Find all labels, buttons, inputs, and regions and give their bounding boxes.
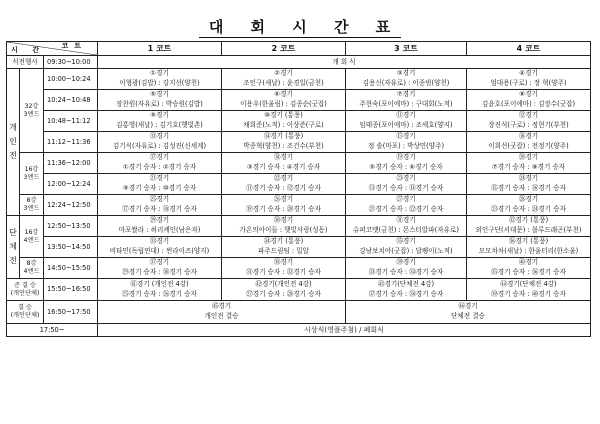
group-team: 단 체 전 — [7, 216, 20, 279]
opening-row — [7, 56, 591, 69]
match-cell: ㉙경기 마포쌀라 : 허리케인(남은자) — [98, 216, 222, 237]
court-header-4: 4 코트 — [467, 42, 591, 56]
match-cell: ⑳경기 ⑦경기 승자 : ⑧경기 승자 — [467, 153, 591, 174]
match-cell: ㉚경기 가온의아이들 : 햇빛사랑(성동) — [222, 216, 346, 237]
match-cell: ⑥경기 이용우(한울림) : 김종순(굿잡) — [222, 90, 346, 111]
match-cell: ⑪경기 임태종(포이에마) : 조세호(양지) — [346, 111, 467, 132]
opening-label: 식전행사 — [7, 56, 44, 69]
group-r16: 16강 3엔드 — [20, 153, 44, 195]
row-time: 14:50~15:50 — [44, 258, 98, 279]
table-row — [7, 132, 591, 153]
table-row — [7, 279, 591, 301]
match-cell: ⑰경기 ①경기 승자 : ②경기 승자 — [98, 153, 222, 174]
match-cell: ⑫경기 장진석(구로) : 정현기(부천) — [467, 111, 591, 132]
table-row — [7, 174, 591, 195]
final-individual-cell: ㊺경기 개인전 결승 — [98, 301, 346, 324]
match-cell: ④경기 엄대용(구로) : 장 혁(양주) — [467, 69, 591, 90]
court-header-1: 1 코트 — [98, 42, 222, 56]
corner-cell — [7, 42, 98, 56]
table-row — [7, 237, 591, 258]
match-cell: ㊹경기(단체전 4강) ㊴경기 승자 : ㊵경기 승자 — [467, 279, 591, 301]
match-cell: ⑮경기 정 솔(마포) : 박상민(양주) — [346, 132, 467, 153]
match-cell: ㊳경기 ㉛경기 승자 : ㉜경기 승자 — [222, 258, 346, 279]
schedule-table — [6, 41, 591, 337]
match-cell: ㉟경기 강남보치아(굿잡) : 달팽이(노적) — [346, 237, 467, 258]
match-cell: ⑬경기 김기식(자유로) : 김성진(신세계) — [98, 132, 222, 153]
page-title: 대 회 시 간 표 — [0, 16, 600, 37]
row-time: 10:48~11:12 — [44, 111, 98, 132]
table-row — [7, 195, 591, 216]
match-cell: ㉛경기 슈퍼코맷(금천) : 몬스터알파(자유로) — [346, 216, 467, 237]
match-cell: ①경기 이형광(김밥) : 강지선(양천) — [98, 69, 222, 90]
match-cell: ㉗경기 ㉑경기 승자 : ㉒경기 승자 — [346, 195, 467, 216]
row-time: 16:50~17:50 — [44, 301, 98, 324]
group-semi: 준 결 승 (개인단체) — [7, 279, 44, 301]
closing-content: 시상식(영플주첨) / 폐회식 — [98, 324, 591, 337]
match-cell: ㉑경기 ⑨경기 승자 : ⑩경기 승자 — [98, 174, 222, 195]
match-cell: ㊱경기 (통풍) 모모차차(새날) : 한울터리(한소울) — [467, 237, 591, 258]
opening-time: 09:30~10:00 — [44, 56, 98, 69]
header-row — [7, 42, 591, 56]
match-cell: ⑨경기 김홍영(새날) : 김기호(햇빛촌) — [98, 111, 222, 132]
row-time: 12:00~12:24 — [44, 174, 98, 195]
court-header-2: 2 코트 — [222, 42, 346, 56]
group-t16: 16강 4엔드 — [20, 216, 44, 258]
row-time: 12:24~12:50 — [44, 195, 98, 216]
row-time: 12:50~13:50 — [44, 216, 98, 237]
match-cell: ⑤경기 장찬원(자유로) : 박승원(김밥) — [98, 90, 222, 111]
group-r32: 32강 3엔드 — [20, 69, 44, 153]
match-cell: ⑭경기 (통풍) 박종혁(양천) : 조건수(부천) — [222, 132, 346, 153]
match-cell: ㊶경기 (개인전 4강) ㉕경기 승자 : ㉖경기 승자 — [98, 279, 222, 301]
corner-time-label: 시 간 — [11, 46, 45, 54]
court-header-3: 3 코트 — [346, 42, 467, 56]
table-row — [7, 111, 591, 132]
match-cell: ㊷경기(개인전 4강) ㉗경기 승자 : ㉘경기 승자 — [222, 279, 346, 301]
opening-content: 개 회 식 — [98, 56, 591, 69]
row-time: 10:24~10:48 — [44, 90, 98, 111]
row-time: 10:00~10:24 — [44, 69, 98, 90]
match-cell: ⑦경기 주현숙(포이에마) : 구대회(노적) — [346, 90, 467, 111]
match-cell: ㉘경기 ㉓경기 승자 : ㉔경기 승자 — [467, 195, 591, 216]
match-cell: ㉓경기 ⑬경기 승자 : ⑭경기 승자 — [346, 174, 467, 195]
corner-court-label: 코트 — [61, 42, 87, 50]
table-row — [7, 90, 591, 111]
group-r8: 8강 3엔드 — [20, 195, 44, 216]
match-cell: ㉝경기 비타민(독립연대) : 썬라이즈(양지) — [98, 237, 222, 258]
match-cell: ⑧경기 김윤호(포이에마) : 김장수(굿잡) — [467, 90, 591, 111]
match-cell: ㉔경기 ⑮경기 승자 : ⑯경기 승자 — [467, 174, 591, 195]
table-row — [7, 301, 591, 324]
match-cell: ㊲경기 ㉙경기 승자 : ㉚경기 승자 — [98, 258, 222, 279]
match-cell: ②경기 조인구(새날) : 윤경일(금천) — [222, 69, 346, 90]
match-cell: ㊵경기 ㉟경기 승자 : ㊱경기 승자 — [467, 258, 591, 279]
row-time: 13:50~14:50 — [44, 237, 98, 258]
group-t8: 8강 4엔드 — [20, 258, 44, 279]
table-row — [7, 69, 591, 90]
match-cell: ⑲경기 ⑤경기 승자 : ⑥경기 승자 — [346, 153, 467, 174]
match-cell: ㊴경기 ㉝경기 승자 : ㉞경기 승자 — [346, 258, 467, 279]
match-cell: ㉜경기 (통풍) 외인구단(서대문) : 블루드래곤(부천) — [467, 216, 591, 237]
group-individual: 개 인 전 — [7, 69, 20, 216]
closing-row — [7, 324, 591, 337]
match-cell: ㊸경기(단체전 4강) ㊲경기 승자 : ㊳경기 승자 — [346, 279, 467, 301]
closing-time: 17:50~ — [7, 324, 98, 337]
table-row — [7, 258, 591, 279]
match-cell: ⑯경기 이희선(굿잡) : 전정기(양주) — [467, 132, 591, 153]
match-cell: ㉕경기 ⑰경기 승자 : ⑱경기 승자 — [98, 195, 222, 216]
row-time: 11:12~11:36 — [44, 132, 98, 153]
group-final: 결 승 (개인단체) — [7, 301, 44, 324]
match-cell: ⑩경기 (통풍) 채희준(노적) : 이상준(구로) — [222, 111, 346, 132]
row-time: 11:36~12:00 — [44, 153, 98, 174]
table-row — [7, 216, 591, 237]
match-cell: ③경기 김용신(자유로) : 이종범(양천) — [346, 69, 467, 90]
match-cell: ㉖경기 ⑲경기 승자 : ⑳경기 승자 — [222, 195, 346, 216]
table-row — [7, 153, 591, 174]
match-cell: ㉒경기 ⑪경기 승자 : ⑫경기 승자 — [222, 174, 346, 195]
match-cell: ⑱경기 ③경기 승자 : ④경기 승자 — [222, 153, 346, 174]
match-cell: ㉞경기 (통풍) 파주드림팀 : 밀알 — [222, 237, 346, 258]
row-time: 15:50~16:50 — [44, 279, 98, 301]
final-team-cell: ㊻경기 단체전 결승 — [346, 301, 591, 324]
